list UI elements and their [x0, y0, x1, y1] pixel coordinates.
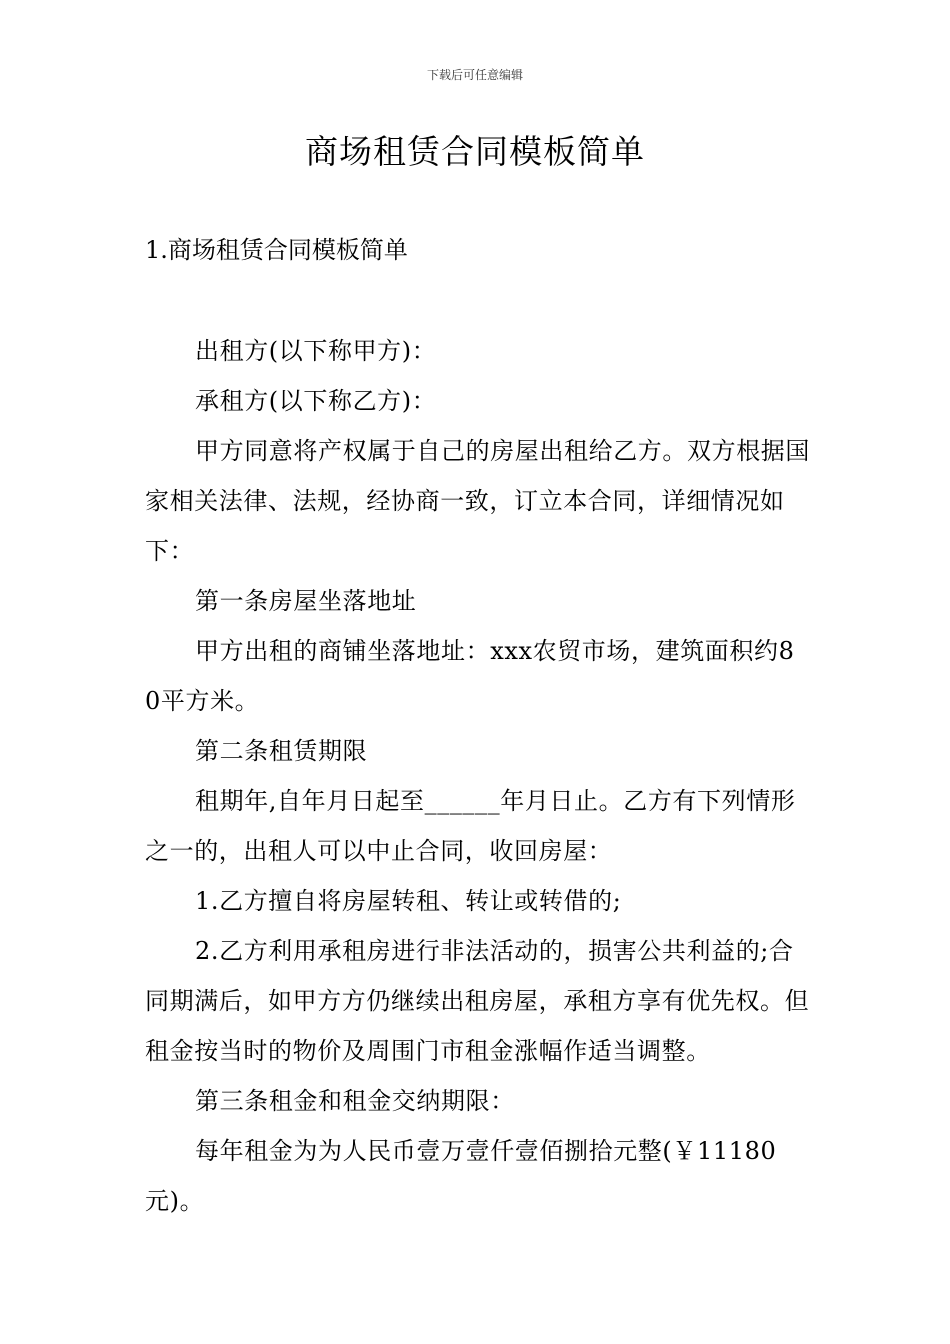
paragraph-lessee: 承租方(以下称乙方)： [195, 387, 437, 415]
paragraph-condition-1: 1.乙方擅自将房屋转租、转让或转借的; [195, 887, 622, 915]
paragraph-address: 甲方出租的商铺坐落地址：xxx农贸市场，建筑面积约80平方米。 [145, 637, 795, 715]
section-heading: 1.商场租赁合同模板简单 [145, 236, 408, 264]
clause-2-heading: 第二条租赁期限 [195, 737, 368, 765]
clause-3-heading: 第三条租金和租金交纳期限： [195, 1087, 515, 1115]
paragraph-agreement: 甲方同意将产权属于自己的房屋出租给乙方。双方根据国家相关法律、法规，经协商一致，订立本合同，详细情况如下： [145, 437, 810, 565]
document-title: 商场租赁合同模板简单 [305, 132, 645, 171]
paragraph-rent: 每年租金为为人民币壹万壹仟壹佰捌拾元整(￥11180元)。 [145, 1137, 777, 1215]
header-note: 下载后可任意编辑 [426, 68, 523, 82]
paragraph-condition-2: 2.乙方利用承租房进行非法活动的，损害公共利益的;合同期满后，如甲方方仍继续出租房屋，承租方享有优先权。但租金按当时的物价及周围门市租金涨幅作适当调整。 [145, 937, 810, 1065]
paragraph-lessor: 出租方(以下称甲方)： [195, 337, 437, 365]
document-body [145, 326, 810, 1226]
clause-1-heading: 第一条房屋坐落地址 [195, 587, 417, 615]
paragraph-term: 租期年,自年月日起至______年月日止。乙方有下列情形之一的，出租人可以中止合同，收回房屋： [145, 787, 796, 865]
